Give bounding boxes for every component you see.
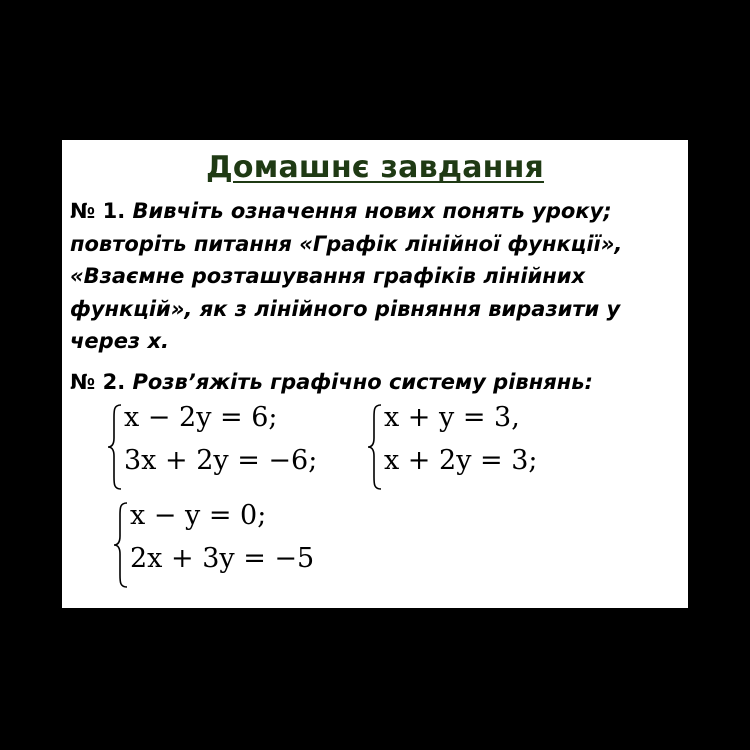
task-1-text: Вивчіть означення нових понять уроку; повторіть питання «Графік лінійної функції», «Взаємне розташування графіків лінійних функцій», як з лінійного рівняння виразити у через х.	[70, 199, 623, 353]
equation: x + 2y = 3;	[384, 445, 538, 476]
equation: x − 2y = 6;	[124, 402, 278, 433]
task-2-number: № 2.	[70, 370, 126, 394]
equation-system-3	[112, 500, 352, 590]
left-brace-icon	[366, 402, 384, 492]
equation-system-1	[106, 402, 346, 492]
equation: x − y = 0;	[130, 500, 267, 531]
equation-system-2	[366, 402, 606, 492]
equation: x + y = 3,	[384, 402, 520, 433]
equation: 2x + 3y = −5	[130, 543, 315, 574]
slide	[62, 140, 688, 608]
left-brace-icon	[112, 500, 130, 590]
equation: 3x + 2y = −6;	[124, 445, 318, 476]
task-2	[70, 366, 682, 399]
left-brace-icon	[106, 402, 124, 492]
task-1-number: № 1.	[70, 199, 126, 223]
task-2-text: Розв’яжіть графічно систему рівнянь:	[132, 370, 593, 394]
task-1	[70, 195, 682, 358]
page-title: Домашнє завдання	[206, 150, 544, 185]
